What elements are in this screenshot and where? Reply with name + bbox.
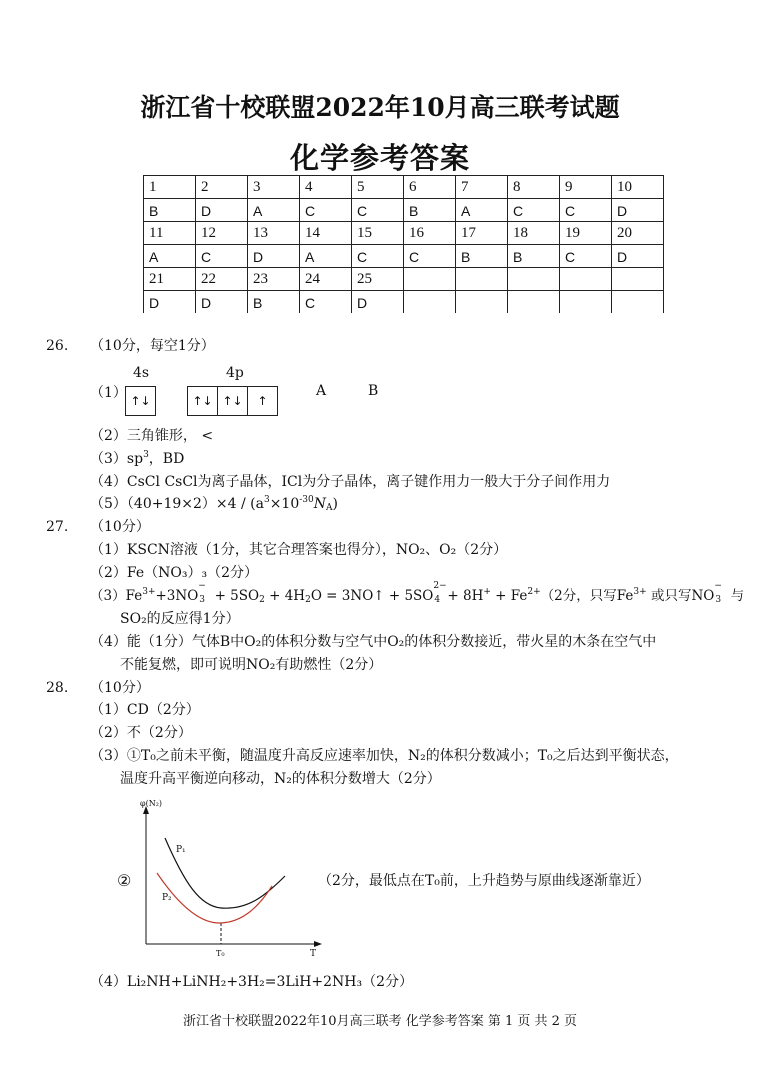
q26-part3-sup: 3 xyxy=(143,450,149,460)
answer-cell xyxy=(404,291,456,314)
answer-cell: B xyxy=(404,199,456,222)
q27-part1: （1）KSCN溶液（1分，其它合理答案也得分），NO₂、O₂（2分） xyxy=(90,542,508,558)
answer-cell: D xyxy=(196,291,248,314)
q27-p3-sup2m: 2− xyxy=(433,581,447,591)
doc-subtitle: 化学参考答案 xyxy=(289,141,470,175)
answer-cell: D xyxy=(196,199,248,222)
question-number-cell: 4 xyxy=(300,176,352,199)
q27-part3-line1 xyxy=(90,581,745,606)
question-number-cell: 11 xyxy=(144,222,196,245)
question-number-cell: 8 xyxy=(508,176,560,199)
question-number-cell xyxy=(508,268,560,291)
answer-table-row xyxy=(144,291,664,314)
answer-cell: D xyxy=(612,245,664,268)
question-number-cell xyxy=(404,268,456,291)
answer-cell xyxy=(508,291,560,314)
series-P2-label: P₂ xyxy=(162,893,172,903)
q26-part5 xyxy=(90,494,338,514)
page-footer: 浙江省十校联盟2022年10月高三联考 化学参考答案 第 1 页 共 2 页 xyxy=(182,1014,578,1029)
q27-part4-line2: 不能复燃，即可说明NO₂有助燃性（2分） xyxy=(120,657,383,673)
series-P2-curve xyxy=(157,873,272,923)
answer-table xyxy=(143,175,664,313)
question-number-cell: 15 xyxy=(352,222,404,245)
answer-cell: C xyxy=(560,199,612,222)
q26-p5-NA: N xyxy=(313,496,326,512)
question-number-cell: 21 xyxy=(144,268,196,291)
question-number-cell: 14 xyxy=(300,222,352,245)
q27-number: 27. xyxy=(46,519,69,535)
q28-part1: （1）CD（2分） xyxy=(90,702,200,718)
question-number-cell: 22 xyxy=(196,268,248,291)
q26-number: 26. xyxy=(46,338,69,354)
answer-table-row xyxy=(144,176,664,199)
question-number-cell: 19 xyxy=(560,222,612,245)
q26-score: （10分，每空1分） xyxy=(90,338,215,354)
q28-score: （10分） xyxy=(90,680,150,696)
q27-p3-no3b-script xyxy=(714,581,726,605)
orbital-4p-cell-1: ↑↓ xyxy=(188,387,218,415)
orbital-4p-cell-2: ↑↓ xyxy=(218,387,248,415)
q27-p3-a: （3）Fe xyxy=(90,588,143,604)
answer-cell: A xyxy=(456,199,508,222)
q27-p3-c: + 5SO xyxy=(210,588,260,604)
question-number-cell: 3 xyxy=(248,176,300,199)
question-number-cell xyxy=(612,268,664,291)
q28-part4: （4）Li₂NH+LiNH₂+3H₂=3LiH+2NH₃（2分） xyxy=(90,974,414,990)
y-axis-label: φ(N₂) xyxy=(140,799,163,808)
q28-part2: （2）不（2分） xyxy=(90,725,192,741)
answer-cell: C xyxy=(300,199,352,222)
answer-cell: A xyxy=(248,199,300,222)
answer-cell: C xyxy=(352,199,404,222)
q27-p3-sub2: 2 xyxy=(259,595,265,605)
answer-cell: D xyxy=(248,245,300,268)
answer-cell xyxy=(456,291,508,314)
answer-cell: B xyxy=(456,245,508,268)
phi-n2-chart xyxy=(130,796,330,962)
question-number-cell: 16 xyxy=(404,222,456,245)
q28-number: 28. xyxy=(46,680,69,696)
q26-p5-sup2: -30 xyxy=(299,495,314,505)
answer-cell: C xyxy=(560,245,612,268)
question-number-cell: 12 xyxy=(196,222,248,245)
doc-title: 浙江省十校联盟2022年10月高三联考试题 xyxy=(140,93,620,122)
answer-cell xyxy=(612,291,664,314)
answer-cell: C xyxy=(508,199,560,222)
q28-part3-2-note: （2分，最低点在T₀前，上升趋势与原曲线逐渐靠近） xyxy=(318,873,650,889)
q27-p3-j: 与 xyxy=(726,588,745,604)
q27-p3-so4-script xyxy=(433,581,447,605)
x-axis-label: T xyxy=(310,949,317,959)
question-number-cell: 25 xyxy=(352,268,404,291)
answer-cell: B xyxy=(508,245,560,268)
orbital-4s-box xyxy=(125,386,156,416)
question-number-cell: 17 xyxy=(456,222,508,245)
question-number-cell: 18 xyxy=(508,222,560,245)
question-number-cell: 10 xyxy=(612,176,664,199)
answer-cell: A xyxy=(144,245,196,268)
q26-part3-pre: （3）sp xyxy=(90,451,144,467)
question-number-cell: 7 xyxy=(456,176,508,199)
answer-table-row xyxy=(144,268,664,291)
q26-p5-NA-sub: A xyxy=(326,503,333,513)
q27-p3-sub3b: 3 xyxy=(715,595,722,605)
q26-answer-B: B xyxy=(368,383,379,399)
question-number-cell: 6 xyxy=(404,176,456,199)
orbital-4p-cell-3: ↑ xyxy=(257,394,268,408)
answer-cell: A xyxy=(300,245,352,268)
question-number-cell: 5 xyxy=(352,176,404,199)
q27-score: （10分） xyxy=(90,519,150,535)
q27-p3-e: O = 3NO↑ + 5SO xyxy=(310,588,434,604)
q26-p5-sup1: 3 xyxy=(263,495,270,505)
q27-p3-subh2: 2 xyxy=(305,595,311,605)
question-number-cell: 23 xyxy=(248,268,300,291)
answer-cell: D xyxy=(144,291,196,314)
q27-p3-b: +3NO xyxy=(155,588,199,604)
q27-part3-line2: SO₂的反应得1分） xyxy=(120,611,240,627)
q26-part1-label: （1） xyxy=(90,385,127,401)
q26-part3-post: ，BD xyxy=(148,451,185,467)
question-number-cell xyxy=(560,268,612,291)
q27-p3-g: + Fe xyxy=(490,588,528,604)
q27-p3-f: + 8H xyxy=(447,588,484,604)
answer-cell: C xyxy=(352,245,404,268)
x-axis-arrow xyxy=(314,941,322,947)
q26-part2: （2）三角锥形， < xyxy=(90,428,214,444)
question-number-cell xyxy=(456,268,508,291)
q28-part3-line2: 温度升高平衡逆向移动，N₂的体积分数增大（2分） xyxy=(120,771,441,787)
q27-p3-sub4: 4 xyxy=(434,595,441,605)
q28-part3-line1: （3）①T₀之前未平衡，随温度升高反应速率加快，N₂的体积分数减小；T₀之后达到平衡状态， xyxy=(90,748,679,764)
question-number-cell: 24 xyxy=(300,268,352,291)
orbital-4p-box xyxy=(187,386,278,416)
q27-p3-sup-fe3b: 3+ xyxy=(633,587,647,597)
answer-cell: D xyxy=(352,291,404,314)
q27-p3-sup-fe2: 2+ xyxy=(527,587,541,597)
q27-p3-sup-fe3: 3+ xyxy=(142,587,156,597)
q26-p5-pre: （5）（40+19×2）×4 / (a xyxy=(90,496,264,512)
q27-p3-minus: − xyxy=(198,581,206,591)
answer-cell: C xyxy=(404,245,456,268)
q27-p3-minus-b: − xyxy=(714,581,722,591)
answer-table-row xyxy=(144,245,664,268)
series-P1-label: P₁ xyxy=(176,845,186,855)
q27-part2: （2）Fe（NO₃）₃（2分） xyxy=(90,565,258,581)
q26-p5-mid: ×10 xyxy=(269,496,300,512)
answer-cell: C xyxy=(300,291,352,314)
q27-part4-line1: （4）能（1分）气体B中O₂的体积分数与空气中O₂的体积分数接近，带火星的木条在空气中 xyxy=(90,634,657,650)
answer-cell xyxy=(560,291,612,314)
orbital-4s-cell: ↑↓ xyxy=(130,394,151,408)
answer-cell: D xyxy=(612,199,664,222)
question-number-cell: 13 xyxy=(248,222,300,245)
q27-p3-d: + 4H xyxy=(264,588,306,604)
answer-cell: B xyxy=(144,199,196,222)
q26-p5-end: ) xyxy=(332,496,338,512)
orbital-4s-label: 4s xyxy=(133,365,150,381)
answer-table-row xyxy=(144,199,664,222)
q27-p3-sub3: 3 xyxy=(199,595,206,605)
question-number-cell: 2 xyxy=(196,176,248,199)
x-tick-T0: T₀ xyxy=(216,949,225,958)
q27-p3-i: 或只写NO xyxy=(646,588,715,604)
answer-cell: C xyxy=(196,245,248,268)
question-number-cell: 1 xyxy=(144,176,196,199)
q27-p3-h: （2分，只写Fe xyxy=(540,588,634,604)
q26-answer-A: A xyxy=(316,383,327,399)
q27-p3-sup-plus: + xyxy=(483,587,491,597)
q27-p3-no3-script xyxy=(198,581,210,605)
question-number-cell: 20 xyxy=(612,222,664,245)
q28-part3-2-label: ② xyxy=(117,871,132,890)
answer-cell: B xyxy=(248,291,300,314)
answer-table-row xyxy=(144,222,664,245)
orbital-4p-label: 4p xyxy=(226,365,244,381)
question-number-cell: 9 xyxy=(560,176,612,199)
q26-part4: （4）CsCl CsCl为离子晶体，ICl为分子晶体，离子键作用力一般大于分子间作用力 xyxy=(90,474,611,490)
q26-part3 xyxy=(90,449,184,469)
